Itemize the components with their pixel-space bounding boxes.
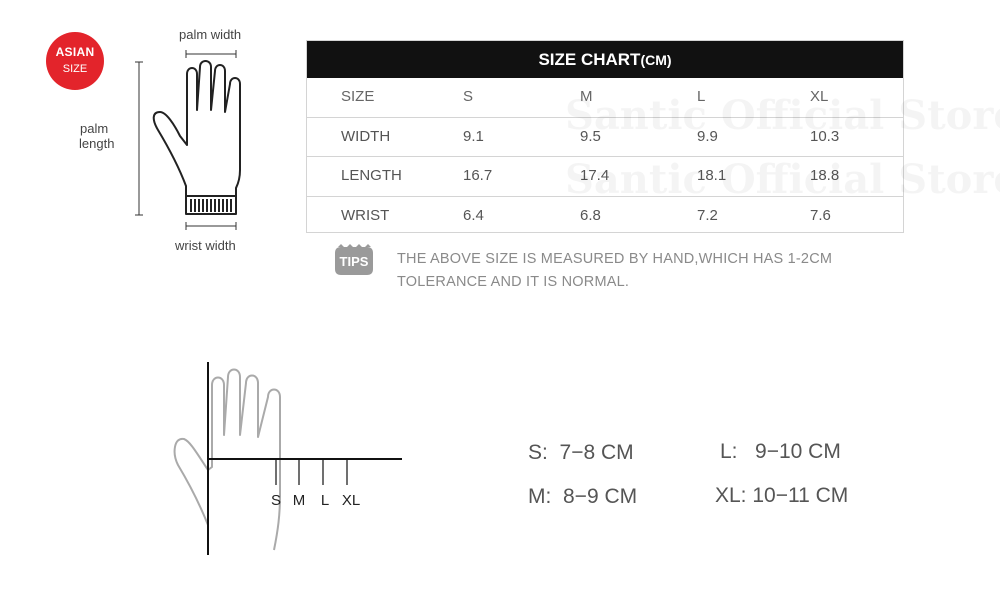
mark-s: S — [270, 492, 282, 509]
palm-width-label: palm width — [179, 27, 242, 42]
header-cell: M — [580, 88, 593, 105]
tips-text — [397, 248, 917, 294]
header-cell: XL — [810, 88, 829, 105]
table-cell: 10.3 — [810, 127, 840, 145]
palm-length-label-2: length — [79, 136, 115, 151]
size-key: L: — [720, 440, 738, 463]
header-cell: SIZE — [341, 88, 375, 105]
table-cell: 17.4 — [580, 167, 610, 184]
table-header-row — [307, 78, 903, 118]
table-cell: 9.9 — [697, 127, 718, 145]
size-range-s — [528, 441, 634, 465]
size-key: XL: — [715, 484, 747, 507]
size-value: 10−11 CM — [752, 484, 849, 507]
header-cell: L — [697, 88, 706, 105]
size-value: 9−10 CM — [755, 440, 841, 463]
tips-line-2: TOLERANCE AND IT IS NORMAL. — [397, 274, 630, 290]
glove-outline-top — [154, 61, 240, 214]
table-cell: 9.1 — [463, 127, 484, 145]
tips-badge-icon — [333, 244, 375, 278]
table-row — [307, 118, 903, 158]
table-cell: 6.8 — [580, 206, 601, 224]
row-label: WRIST — [341, 206, 390, 224]
size-range-xl — [715, 484, 848, 508]
table-cell: 18.8 — [810, 167, 840, 184]
table-cell: 16.7 — [463, 167, 493, 184]
table-cell: 7.6 — [810, 206, 831, 224]
table-row — [307, 197, 903, 236]
table-cell: 9.5 — [580, 127, 601, 145]
tips-line-1: THE ABOVE SIZE IS MEASURED BY HAND,WHICH HAS 1-2CM — [397, 251, 833, 267]
palm-length-label-1: palm — [80, 121, 109, 136]
table-cell: 7.2 — [697, 206, 718, 224]
tips-badge-label: TIPS — [339, 254, 369, 269]
mark-l: L — [320, 492, 330, 509]
size-key: M: — [528, 485, 552, 508]
mark-xl: XL — [341, 492, 361, 509]
glove-measure-diagram — [0, 0, 300, 270]
wrist-width-label: wrist width — [175, 238, 236, 253]
size-chart-title — [307, 41, 903, 78]
table-row — [307, 157, 903, 197]
row-label: LENGTH — [341, 167, 402, 184]
table-cell: 6.4 — [463, 206, 484, 224]
size-value: 7−8 CM — [559, 441, 634, 464]
badge-line2: SIZE — [62, 63, 88, 75]
size-range-m — [528, 485, 637, 509]
header-cell: S — [463, 88, 474, 105]
size-range-l — [720, 440, 841, 464]
mark-m: M — [292, 492, 306, 509]
table-cell: 18.1 — [697, 167, 727, 184]
size-value: 8−9 CM — [563, 485, 638, 508]
size-key: S: — [528, 441, 548, 464]
hand-measure-diagram — [160, 355, 420, 565]
chart-unit: (CM) — [640, 52, 672, 68]
chart-title-text: SIZE CHART — [538, 50, 641, 69]
row-label: WIDTH — [341, 127, 391, 145]
size-chart-table — [306, 40, 904, 233]
badge-line1: ASIAN — [55, 45, 95, 59]
